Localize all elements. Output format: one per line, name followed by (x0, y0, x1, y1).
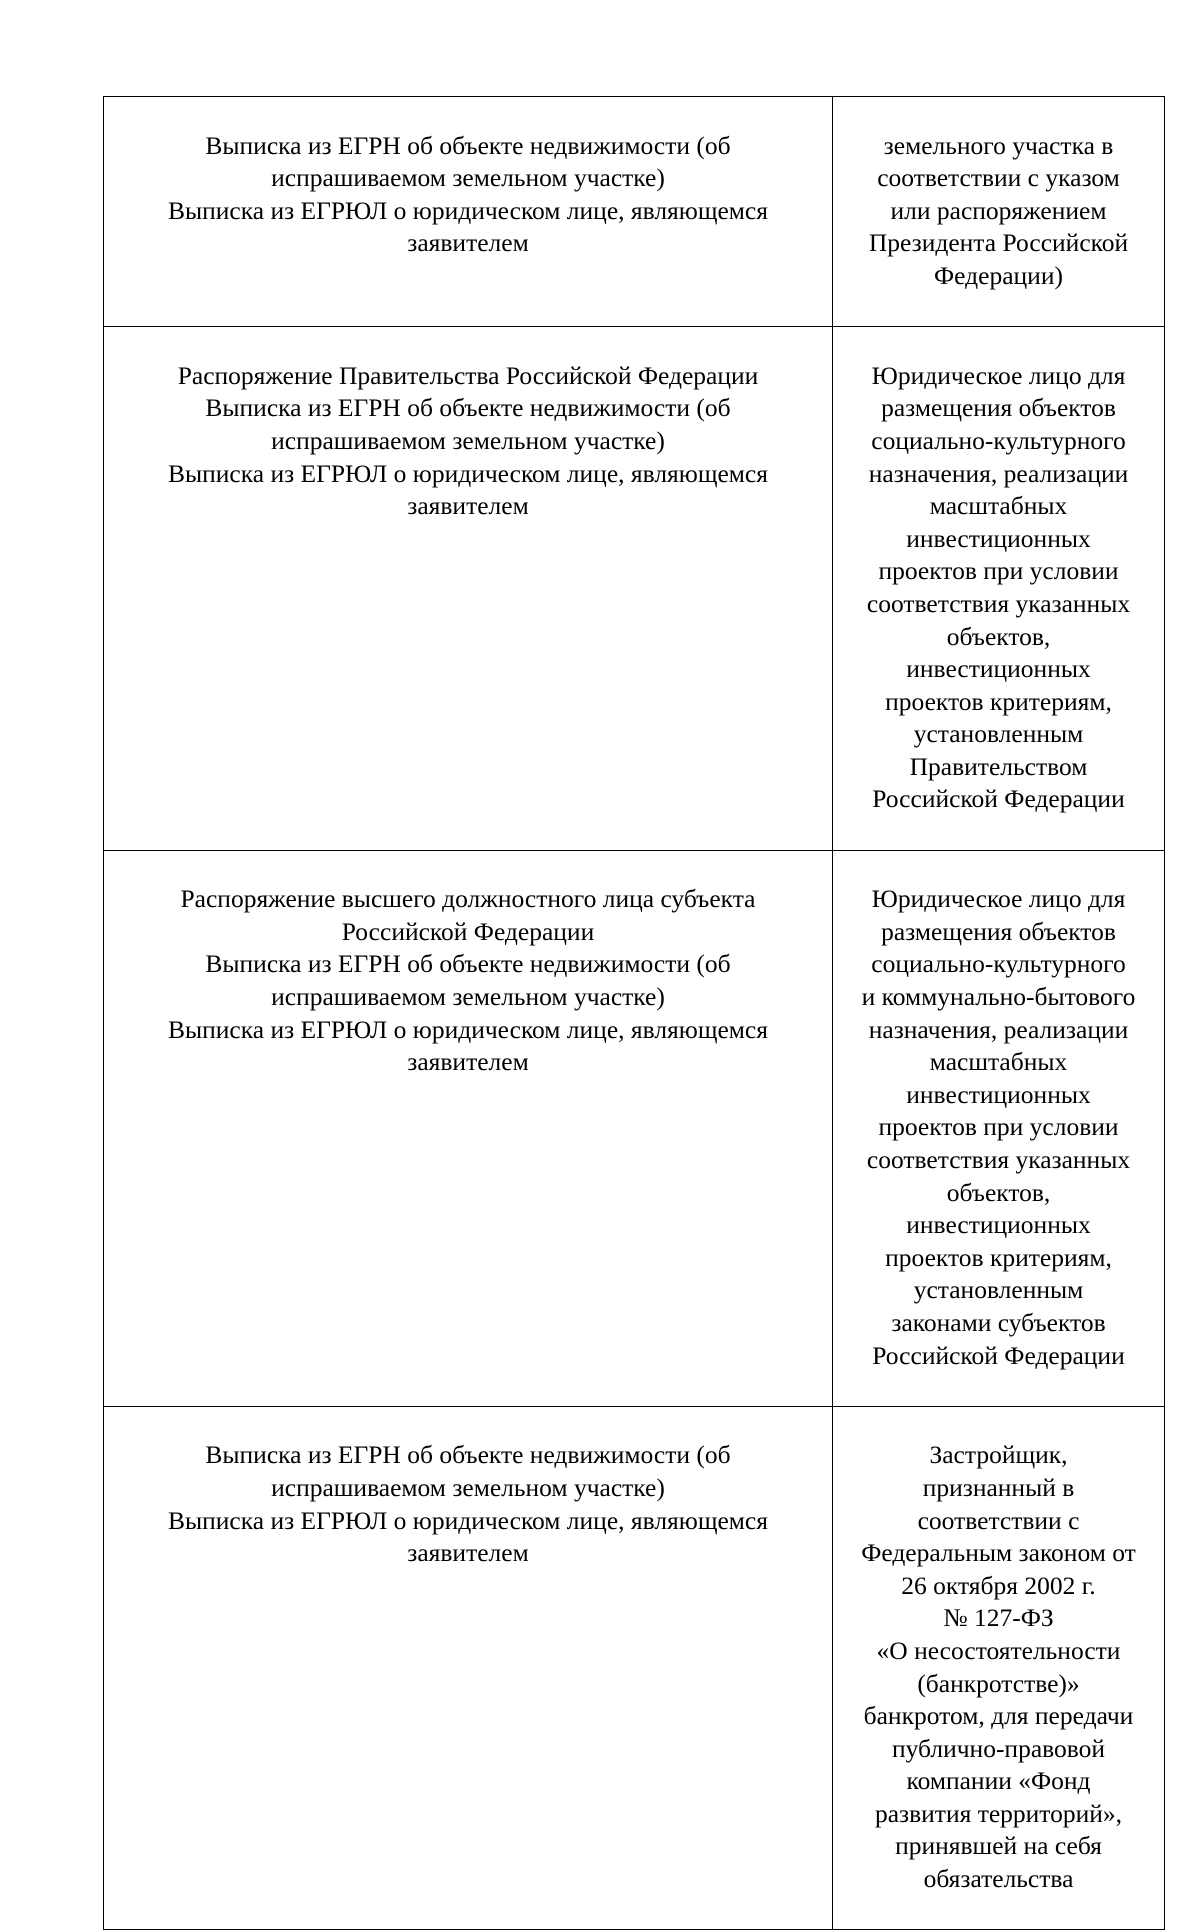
documents-cell (104, 850, 833, 1406)
documents-text: Выписка из ЕГРН об объекте недвижимости (об испрашиваемом земельном участке) Выписка из ЕГРЮЛ о юридическом лице, являющемся заявителем (168, 130, 768, 258)
applicant-cell (833, 327, 1165, 851)
applicant-text: Юридическое лицо для размещения объектов социально-культурного назначения, реализации масштабных инвестиционных проектов при условии соответствия указанных объектов, инвестиционных проектов критериям, установленным Правительством Российской Федерации (866, 360, 1131, 814)
table-row (104, 327, 1165, 851)
documents-cell (104, 1406, 833, 1930)
documents-cell (104, 327, 833, 851)
applicant-cell (833, 850, 1165, 1406)
document-table (103, 96, 1165, 1930)
applicant-text: земельного участка в соответствии с указом или распоряжением Президента Российской Федерации) (868, 130, 1129, 290)
table-row (104, 850, 1165, 1406)
documents-cell (104, 97, 833, 327)
table-row (104, 1406, 1165, 1930)
documents-text: Распоряжение Правительства Российской Федерации Выписка из ЕГРН об объекте недвижимости (об испрашиваемом земельном участке) Выписка из ЕГРЮЛ о юридическом лице, являющемся заявителем (168, 360, 768, 521)
documents-text: Выписка из ЕГРН об объекте недвижимости (об испрашиваемом земельном участке) Выписка из ЕГРЮЛ о юридическом лице, являющемся заявителем (168, 1440, 768, 1568)
documents-text: Распоряжение высшего должностного лица субъекта Российской Федерации Выписка из ЕГРН об объекте недвижимости (об испрашиваемом земельном участке) Выписка из ЕГРЮЛ о юридическом лице, являющемся заявителем (168, 884, 768, 1077)
applicant-text: Юридическое лицо для размещения объектов социально-культурного и коммунально-бытового назначения, реализации масштабных инвестиционных проектов при условии соответствия указанных объектов, инвестиционных проектов критериям, установленным законами субъектов Российской Федерации (861, 884, 1136, 1370)
applicant-text: Застройщик, признанный в соответствии с Федеральным законом от 26 октября 2002 г. № 127-ФЗ «О несостоятельности (банкротстве)» банкротом, для передачи публично-правовой компании «Фонд развития территорий», принявшей на себя обязательства (861, 1440, 1136, 1894)
applicant-cell (833, 97, 1165, 327)
applicant-cell (833, 1406, 1165, 1930)
table-row (104, 97, 1165, 327)
